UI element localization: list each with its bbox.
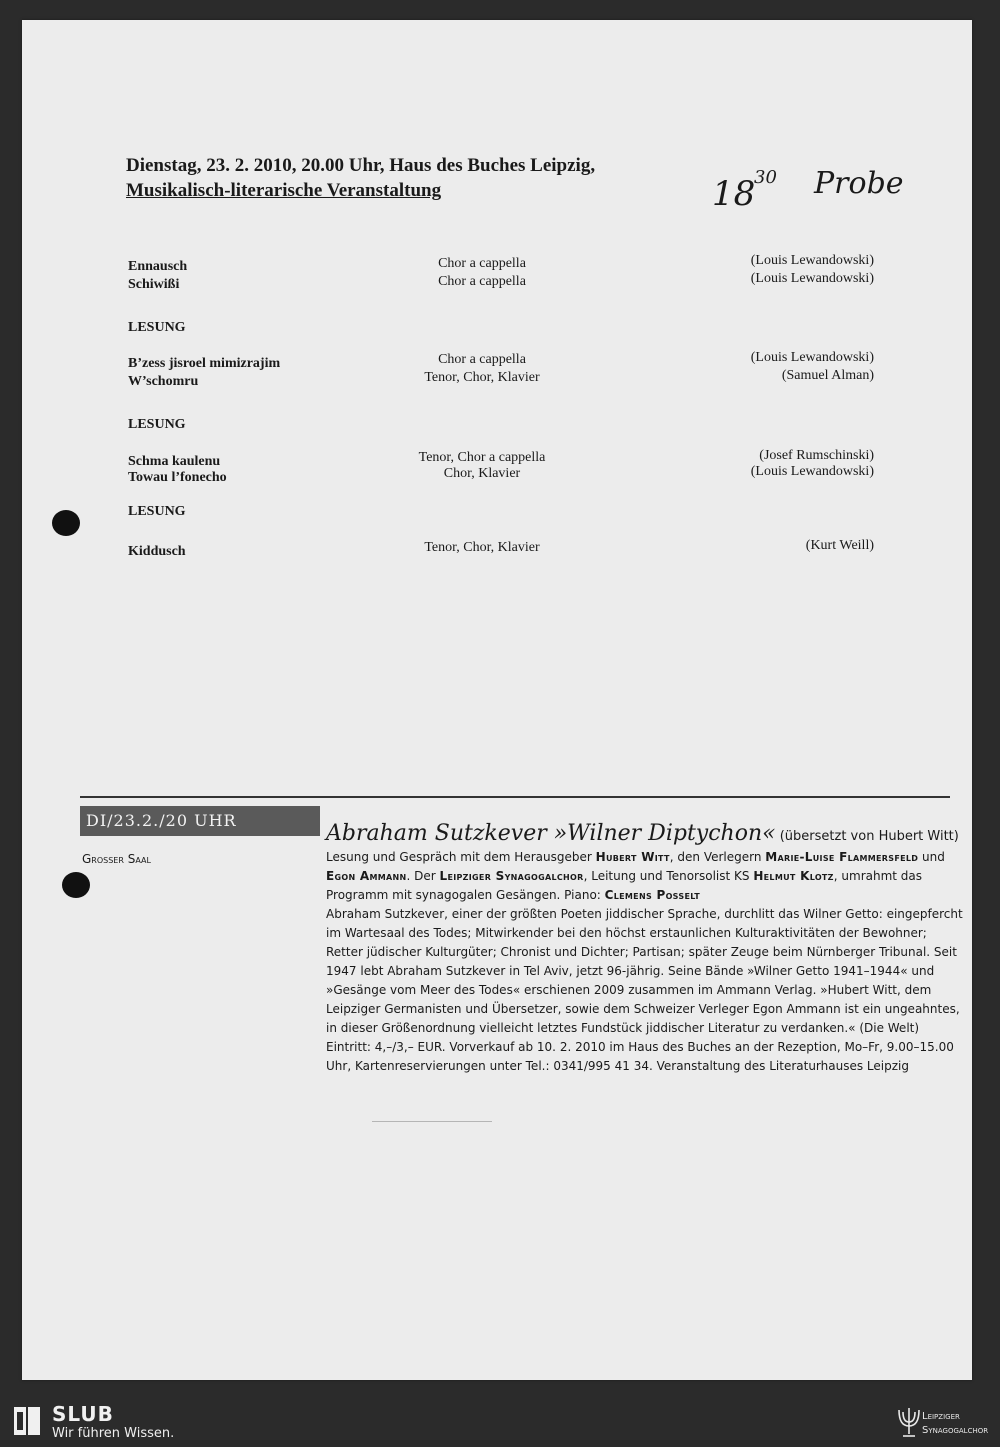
program-performers: Chor a cappella [438, 274, 526, 289]
event-date-box: DI/23.2./20 UHR [80, 806, 320, 836]
slub-logo-icon [12, 1404, 42, 1438]
program-performers: Chor a cappella [438, 256, 526, 271]
document-page [22, 20, 972, 1380]
footer-bar [0, 1398, 1000, 1447]
library-name: SLUB [52, 1402, 114, 1426]
choir-name: Leipziger Synagogalchor [439, 869, 584, 883]
program-composer: (Kurt Weill) [805, 538, 874, 553]
event-venue: Grosser Saal [82, 852, 151, 866]
program-composer: (Samuel Alman) [781, 368, 874, 383]
person-name: Marie-Luise Flammersfeld [765, 850, 919, 864]
program-composer: (Louis Lewandowski) [750, 271, 874, 286]
credits-text: , umrahmt das Programm mit synagogalen Gesängen. Piano: [326, 869, 923, 902]
handwritten-time-minutes: 30 [754, 167, 777, 188]
choir-logo-line: Leipziger [922, 1411, 960, 1422]
event-title: Abraham Sutzkever »Wilner Diptychon« [326, 821, 776, 846]
event-title-line [326, 821, 966, 846]
handwritten-word: Probe [814, 166, 904, 201]
reading-label: LESUNG [128, 417, 186, 432]
credits-text: und [918, 850, 945, 864]
reading-label: LESUNG [128, 320, 186, 335]
program-title: Towau l’fonecho [128, 470, 227, 485]
program-composer: (Louis Lewandowski) [750, 464, 874, 479]
program-performers: Tenor, Chor a cappella [418, 450, 546, 465]
choir-logo-line: Synagogalchor [922, 1425, 989, 1436]
program-performers: Chor a cappella [438, 352, 526, 367]
program-performers: Tenor, Chor, Klavier [424, 370, 540, 385]
program-title: Ennausch [128, 259, 188, 274]
program-title: Schma kaulenu [128, 454, 221, 469]
credits-text: . Der [406, 869, 440, 883]
program-title: Kiddusch [128, 544, 186, 559]
handwritten-time: 18 [712, 174, 756, 214]
event-summary: Abraham Sutzkever, einer der größten Poeten jiddischer Sprache, durchlitt das Wilner Getto: eingepfercht im Wartesaal des Todes; Mitwirkender bei den höchst erstaunlichen Kulturaktivitäten der Bewohner; Retter jüdischer Kulturgüter; Chronist und Dichter; Partisan; später Zeuge beim Nürnberger Tribunal. Seit 1947 lebt Abraham Sutzkever in Tel Aviv, jetzt 96-jährig. Seine Bände »Wilner Getto 1941–1944« und »Gesänge vom Meer des Todes« erschienen 2009 zusammen im Ammann Verlag. »Hubert Witt, dem Leipziger Germanisten und Übersetzer, sowie dem Schweizer Verleger Egon Ammann ist ein ungeahntes, in dieser Größenordnung vielleicht letztes Fundstück jiddischer Literatur zu verdanken.« (Die Welt) [326, 907, 963, 1035]
reading-label: LESUNG [128, 504, 186, 519]
person-name: Helmut Klotz [753, 869, 834, 883]
program-composer: (Josef Rumschinski) [759, 448, 874, 463]
program-title: Schiwißi [128, 277, 180, 292]
event-credits [326, 848, 966, 905]
clipping-divider [80, 796, 950, 798]
faint-line [372, 1121, 492, 1122]
program-composer: (Louis Lewandowski) [750, 350, 874, 365]
choir-logo-text [922, 1410, 988, 1438]
translator-note: (übersetzt von Hubert Witt) [779, 829, 959, 844]
program-performers: Chor, Klavier [443, 466, 521, 481]
event-description [326, 848, 966, 1076]
library-tagline: Wir führen Wissen. [52, 1426, 175, 1441]
credits-text: , den Verlegern [669, 850, 766, 864]
program-title: B’zess jisroel mimizrajim [128, 356, 281, 371]
credits-text: Lesung und Gespräch mit dem Herausgeber [326, 850, 596, 864]
program-composer: (Louis Lewandowski) [750, 253, 874, 268]
heading-line-2: Musikalisch-literarische Veranstaltung [126, 180, 442, 201]
menorah-icon [896, 1402, 922, 1440]
credits-text: , Leitung und Tenorsolist KS [583, 869, 754, 883]
program-title: W’schomru [128, 374, 199, 389]
event-ticket-info: Eintritt: 4,–/3,– EUR. Vorverkauf ab 10. 2. 2010 im Haus des Buches an der Rezeption, Mo–Fr, 9.00–15.00 Uhr, Kartenreservierungen unter Tel.: 0341/995 41 34. Veranstaltung des Literaturhauses Leipzig [326, 1040, 954, 1073]
program-performers: Tenor, Chor, Klavier [424, 540, 540, 555]
person-name: Egon Ammann [326, 869, 407, 883]
person-name: Hubert Witt [595, 850, 670, 864]
program-list [22, 20, 972, 1380]
heading-line-1: Dienstag, 23. 2. 2010, 20.00 Uhr, Haus des Buches Leipzig, [126, 155, 596, 176]
person-name: Clemens Posselt [604, 888, 701, 902]
